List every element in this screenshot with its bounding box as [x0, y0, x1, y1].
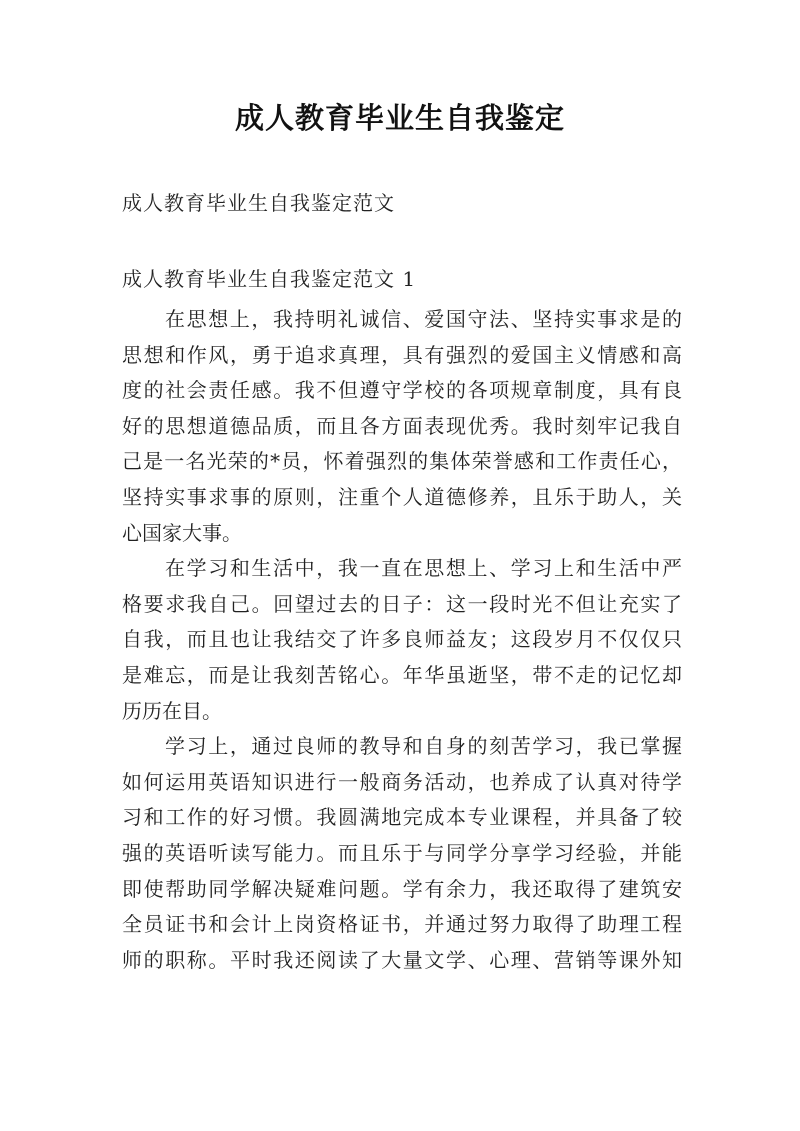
paragraph-line: 心国家大事。	[122, 520, 242, 545]
paragraph-line: 思想和作风，勇于追求真理，具有强烈的爱国主义情感和高	[122, 342, 682, 367]
paragraph-line: 即使帮助同学解决疑难问题。学有余力，我还取得了建筑安	[122, 876, 682, 901]
paragraph-line: 格要求我自己。回望过去的日子：这一段时光不但让充实了	[122, 591, 682, 616]
document-title: 成人教育毕业生自我鉴定	[234, 101, 565, 135]
paragraph-line: 好的思想道德品质，而且各方面表现优秀。我时刻牢记我自	[122, 413, 682, 438]
paragraph-line: 在学习和生活中，我一直在思想上、学习上和生活中严	[165, 556, 682, 581]
paragraph-line: 习和工作的好习惯。我圆满地完成本专业课程，并具备了较	[122, 805, 682, 830]
document-subtitle: 成人教育毕业生自我鉴定范文	[122, 191, 395, 215]
paragraph-line: 全员证书和会计上岗资格证书，并通过努力取得了助理工程	[122, 912, 682, 937]
paragraph-line: 坚持实事求事的原则，注重个人道德修养，且乐于助人，关	[122, 484, 682, 509]
paragraph-line: 历历在目。	[122, 698, 222, 723]
paragraph-line: 学习上，通过良师的教导和自身的刻苦学习，我已掌握	[165, 734, 682, 759]
paragraph-line: 是难忘，而是让我刻苦铭心。年华虽逝坚，带不走的记忆却	[122, 662, 682, 687]
document-body	[122, 302, 682, 978]
paragraph-line: 如何运用英语知识进行一般商务活动，也养成了认真对待学	[122, 769, 682, 794]
paragraph-line: 强的英语听读写能力。而且乐于与同学分享学习经验，并能	[122, 840, 682, 865]
paragraph-line: 度的社会责任感。我不但遵守学校的各项规章制度，具有良	[122, 378, 682, 403]
paragraph-line: 在思想上，我持明礼诚信、爱国守法、坚持实事求是的	[165, 307, 682, 331]
paragraph-line: 己是一名光荣的*员，怀着强烈的集体荣誉感和工作责任心，	[122, 449, 682, 474]
paragraph-line: 师的职称。平时我还阅读了大量文学、心理、营销等课外知	[122, 947, 682, 972]
paragraph-line: 自我，而且也让我结交了许多良师益友；这段岁月不仅仅只	[122, 627, 682, 652]
section-heading: 成人教育毕业生自我鉴定范文 1	[122, 267, 417, 291]
